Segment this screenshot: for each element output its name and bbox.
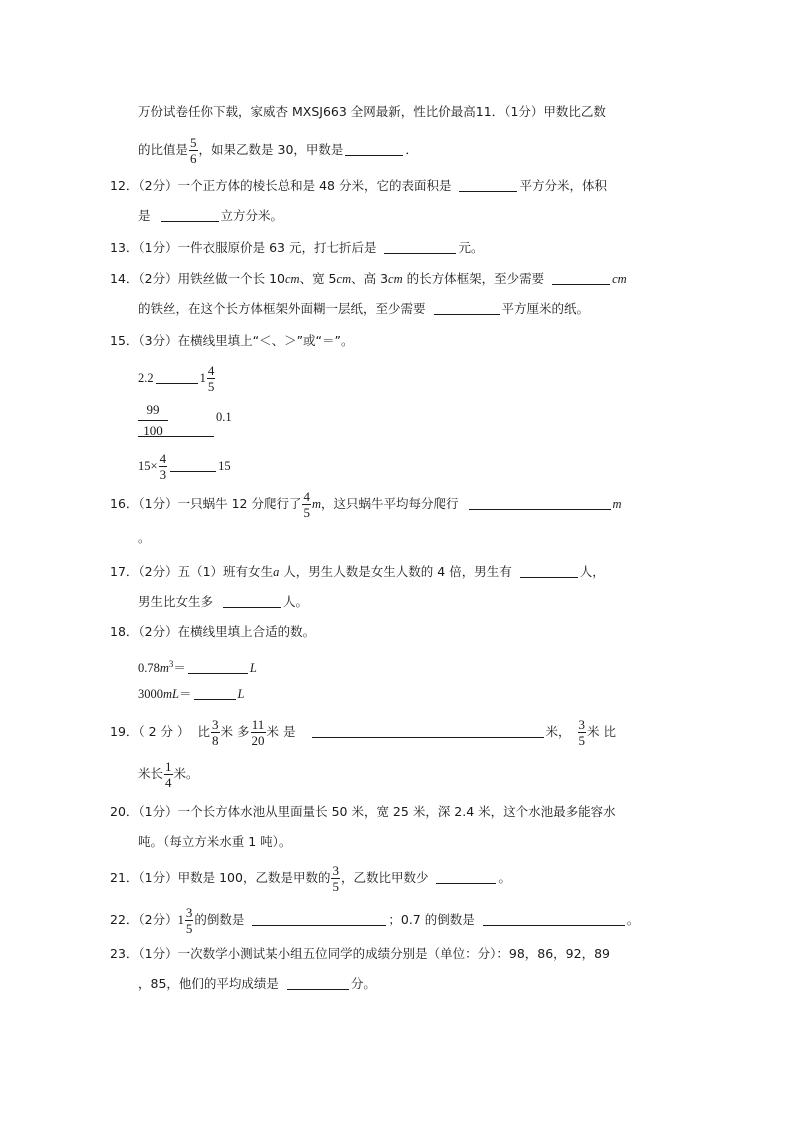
q14-paper-blank[interactable]: [434, 300, 500, 315]
q21-line: 21．（1分）甲数是 100，乙数是甲数的 $\frac{3}{5}$ ，乙数比甲数少 。: [110, 863, 511, 894]
q11-fraction: $\frac{5}{6}$: [190, 135, 197, 166]
q15-row3-blank[interactable]: [170, 457, 216, 472]
q17-diff-blank[interactable]: [223, 593, 281, 608]
q16-line: 16．（1分）一只蜗牛 12 分爬行了 $\frac{4}{5}$ m，这只蜗牛平均每分爬行 m: [110, 489, 622, 520]
q14-wire-blank[interactable]: [552, 270, 610, 285]
q22-answer-blank-2[interactable]: [483, 911, 625, 926]
q19-number: 19．: [110, 724, 139, 739]
q15-row2-blank[interactable]: [138, 436, 214, 437]
q15-row1-fraction: $\frac{4}{5}$: [207, 363, 215, 394]
q20-number: 20．: [110, 804, 139, 819]
q16-score: （1分）: [138, 496, 178, 511]
q13-answer-blank[interactable]: [384, 239, 456, 254]
q16-line2: 。: [138, 530, 151, 545]
q18-row2: 3000mL＝ L: [138, 686, 245, 701]
q11-answer-blank[interactable]: [345, 141, 403, 156]
q18-line: 18．（2分）在横线里填上合适的数。: [110, 624, 316, 639]
q22-fraction: $\frac{3}{5}$: [185, 905, 193, 936]
q19-line2: 米长 $\frac{1}{4}$ 米。: [138, 759, 199, 790]
q15-line: 15．（3分）在横线里填上“＜、＞”或“＝”。: [110, 333, 354, 348]
q20-line1: 20．（1分）一个长方体水池从里面量长 50 米，宽 25 米，深 2.4 米，这个水池最多能容水: [110, 804, 616, 819]
q19-line1: 19．（ 2 分 ） 比 $\frac{3}{8}$ 米 多 $\frac{11}{20}$ 米 是 米， $\frac{3}{5}$ 米 比: [110, 717, 617, 748]
q21-score: （1分）: [138, 870, 178, 885]
q11-line2: 的比值是 $\frac{5}{6}$ ，如果乙数是 30，甲数是 ．: [138, 135, 418, 166]
q21-answer-blank[interactable]: [436, 869, 496, 884]
q14-line2: 的铁丝，在这个长方体框架外面糊一层纸，至少需要 平方厘米的纸。: [138, 301, 590, 316]
q17-line1: 17．（2分）五（1）班有女生a 人，男生人数是女生人数的 4 倍，男生有 人，: [110, 564, 605, 579]
q12-number: 12．: [110, 178, 139, 193]
q14-line1: 14．（2分）用铁丝做一个长 10cm、宽 5cm、高 3cm 的长方体框架，至少需要 cm: [110, 271, 627, 286]
q23-score: （1分）: [138, 946, 178, 961]
q15-row2-fraction: $\frac{99}{100}$: [138, 402, 168, 439]
q23-number: 23．: [110, 946, 139, 961]
q19-fraction-2: $\frac{11}{20}$: [251, 717, 265, 748]
q13-line: 13．（1分）一件衣服原价是 63 元，打七折后是 元。: [110, 240, 484, 255]
q11-text: 的比值是: [138, 142, 189, 157]
q15-row2: $\frac{99}{100}$ 0.1: [138, 402, 168, 439]
q14-number: 14．: [110, 271, 139, 286]
q19-fraction-4: $\frac{1}{4}$: [165, 759, 172, 790]
q15-row3: 15× $\frac{4}{3}$ 15: [138, 451, 231, 482]
q21-number: 21．: [110, 870, 139, 885]
q17-number: 17．: [110, 564, 139, 579]
q20-score: （1分）: [138, 804, 178, 819]
q12-text: 一个正方体的棱长总和是 48 分米，它的表面积是: [177, 178, 452, 193]
q12-line1: 12．（2分）一个正方体的棱长总和是 48 分米，它的表面积是 平方分米，体积: [110, 178, 607, 193]
q18-row1-blank[interactable]: [188, 659, 248, 674]
q18-row2-blank[interactable]: [194, 685, 236, 700]
q11-intro: 万份试卷任你下载，家威杏 MXSJ663 全网最新，性比价最高: [138, 104, 476, 119]
q11-line1: [138, 100, 606, 124]
q20-line2: 吨。（每立方米水重 1 吨）。: [138, 834, 292, 849]
q11-score: （1分）: [504, 104, 544, 119]
q12-score: （2分）: [138, 178, 178, 193]
q14-score: （2分）: [138, 271, 178, 286]
q13-score: （1分）: [138, 240, 178, 255]
q23-line1: 23．（1分）一次数学小测试某小组五位同学的成绩分别是（单位：分）：98，86，92，89: [110, 946, 610, 961]
q15-row3-fraction: $\frac{4}{3}$: [159, 451, 167, 482]
q12-line2: 是 立方分米。: [138, 208, 284, 223]
q19-score: （ 2 分 ）: [138, 724, 190, 739]
q23-answer-blank[interactable]: [287, 975, 349, 990]
q16-number: 16．: [110, 496, 139, 511]
q23-line2: ，85，他们的平均成绩是 分。: [138, 976, 376, 991]
q17-boys-blank[interactable]: [520, 563, 578, 578]
q18-score: （2分）: [138, 624, 178, 639]
q19-fraction-3: $\frac{3}{5}$: [578, 717, 586, 748]
q22-number: 22．: [110, 912, 139, 927]
q11-number: 11．: [475, 104, 505, 119]
q22-answer-blank-1[interactable]: [252, 911, 386, 926]
q18-number: 18．: [110, 624, 139, 639]
q12-volume-blank[interactable]: [161, 207, 219, 222]
q15-number: 15．: [110, 333, 139, 348]
q16-fraction: $\frac{4}{5}$: [303, 489, 310, 520]
q11-text: ，如果乙数是 30，甲数是: [198, 142, 344, 157]
q12-area-blank[interactable]: [459, 177, 517, 192]
q21-fraction: $\frac{3}{5}$: [332, 863, 339, 894]
q18-row1: $0.78m^3= L$: [138, 659, 257, 676]
q17-score: （2分）: [138, 564, 178, 579]
q15-row1: 2.2 1 $\frac{4}{5}$: [138, 363, 215, 394]
q13-number: 13．: [110, 240, 139, 255]
q19-fraction-1: $\frac{3}{8}$: [212, 717, 219, 748]
q15-score: （3分）: [138, 333, 178, 348]
q11-text: 甲数比乙数: [543, 104, 606, 119]
q16-answer-blank[interactable]: [469, 495, 611, 510]
q15-row1-blank[interactable]: [156, 369, 198, 384]
q22-score: （2分）: [138, 912, 178, 927]
q17-line2: 男生比女生多 人。: [138, 594, 309, 609]
q22-line: 22．（2分）1 $\frac{3}{5}$ 的倒数是 ；0.7 的倒数是 。: [110, 905, 640, 936]
q19-answer-blank-1[interactable]: [312, 723, 544, 738]
